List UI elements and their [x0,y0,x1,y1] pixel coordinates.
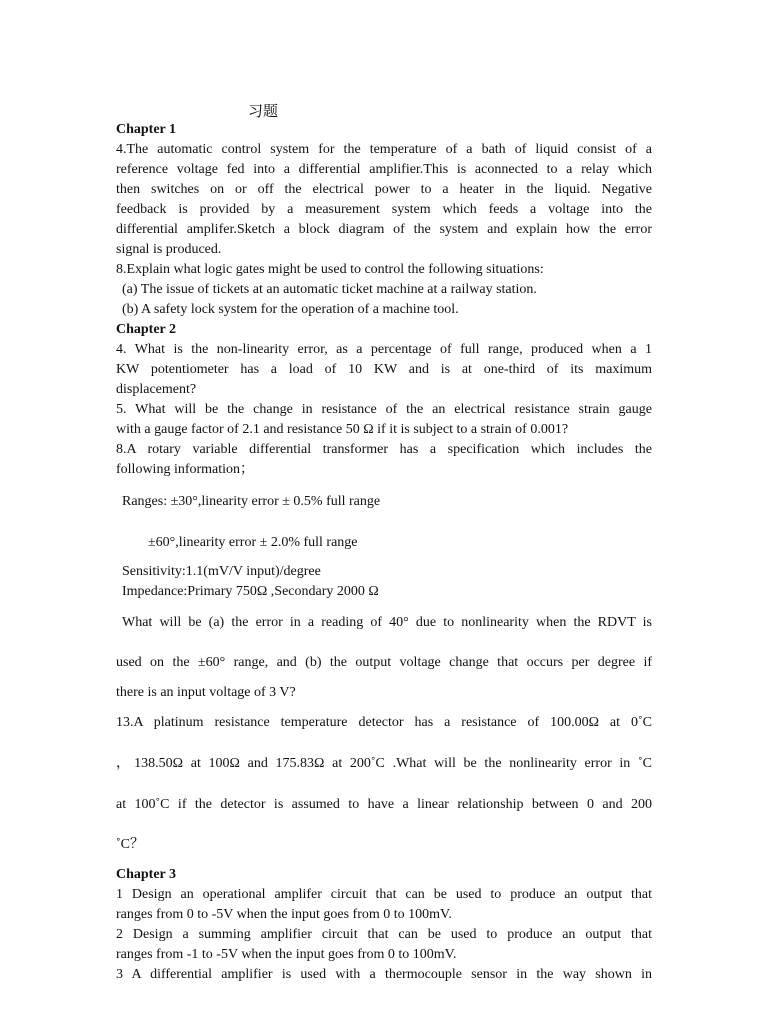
impedance-line: Impedance:Primary 750Ω ,Secondary 2000 Ω [122,584,379,599]
ch1-q4-line: then switches on or off the electrical power to a heater in the liquid. Negative [116,182,652,197]
ch2-q4-line: 4. What is the non-linearity error, as a percentage of full range, produced when a 1 [116,342,652,357]
ch2-q8-what-line: What will be (a) the error in a reading of 40° due to nonlinearity when the RDVT is [122,615,652,630]
document-title: 习题 [248,102,279,120]
ch3-q2-line: ranges from -1 to -5V when the input goes from 0 to 100mV. [116,947,457,962]
ch2-q13-line: at 100˚C if the detector is assumed to have a linear relationship between 0 and 200 [116,797,652,812]
ch2-q4-line: displacement? [116,382,197,397]
ch2-q13-line: 13.A platinum resistance temperature detector has a resistance of 100.00Ω at 0˚C [116,715,652,730]
chapter-2-heading: Chapter 2 [116,322,177,337]
ranges-line-1: Ranges: ±30°,linearity error ± 0.5% full range [122,494,381,509]
ch1-q4-line: signal is produced. [116,242,222,257]
ch2-q8-line: following information； [116,462,255,477]
ch1-q8: 8.Explain what logic gates might be used to control the following situations: [116,262,544,277]
ch1-q4-line: feedback is provided by a measurement system which feeds a voltage into the [116,202,652,217]
ch1-q4-line: differential amplifer.Sketch a block diagram of the system and explain how the error [116,222,652,237]
ch2-q8-what-line: used on the ±60° range, and (b) the output voltage change that occurs per degree if [116,655,652,670]
chapter-3-heading: Chapter 3 [116,867,177,882]
ch2-q4-line: KW potentiometer has a load of 10 KW and is at one-third of its maximum [116,362,652,377]
ch2-q13-line: ，138.50Ω at 100Ω and 175.83Ω at 200˚C .What will be the nonlinearity error in ˚C [116,756,652,771]
ch1-q8b: (b) A safety lock system for the operation of a machine tool. [122,302,459,317]
ch2-q13-line: ˚C？ [116,837,144,852]
ch3-q1-line: 1 Design an operational amplifer circuit that can be used to produce an output that [116,887,652,902]
ch3-q3-line: 3 A differential amplifier is used with a thermocouple sensor in the way shown in [116,967,652,982]
ch1-q4-line: reference voltage fed into a differential amplifier.This is aconnected to a relay which [116,162,652,177]
ch1-q8a: (a) The issue of tickets at an automatic ticket machine at a railway station. [122,282,537,297]
ch3-q2-line: 2 Design a summing amplifier circuit that can be used to produce an output that [116,927,652,942]
ch2-q5-line: with a gauge factor of 2.1 and resistance 50 Ω if it is subject to a strain of 0.001? [116,422,569,437]
ch1-q4-line: 4.The automatic control system for the temperature of a bath of liquid consist of a [116,142,652,157]
ch2-q8-line: 8.A rotary variable differential transformer has a specification which includes the [116,442,652,457]
ranges-line-2: ±60°,linearity error ± 2.0% full range [148,535,358,550]
ch2-q8-what-line: there is an input voltage of 3 V? [116,685,296,700]
sensitivity-line: Sensitivity:1.1(mV/V input)/degree [122,564,321,579]
ch2-q5-line: 5. What will be the change in resistance of the an electrical resistance strain gauge [116,402,652,417]
ch3-q1-line: ranges from 0 to -5V when the input goes from 0 to 100mV. [116,907,452,922]
chapter-1-heading: Chapter 1 [116,122,177,137]
